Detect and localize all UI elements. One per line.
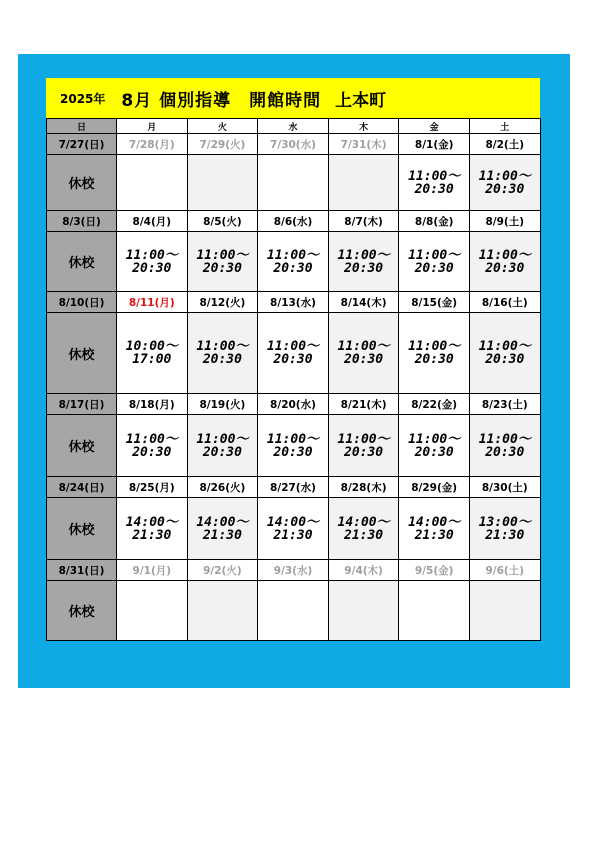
date-cell: 8/3(日): [47, 211, 117, 232]
hours-cell: [328, 581, 399, 641]
hours-cell: [258, 155, 329, 211]
weekday-wed: 水: [258, 119, 329, 134]
hours-cell: 14:00～ 21:30: [187, 498, 258, 560]
closed-label: 休校: [47, 313, 117, 394]
closed-label: 休校: [47, 581, 117, 641]
hours-cell: 11:00～20:30: [328, 155, 399, 211]
hours-cell: 11:00～ 20:30: [117, 232, 188, 292]
hours-cell: [187, 581, 258, 641]
hours-cell: 14:00～ 21:30: [328, 498, 399, 560]
date-cell: 8/28(木): [328, 477, 399, 498]
date-cell: 8/12(火): [187, 292, 258, 313]
hours-cell: 10:00～ 17:00: [117, 313, 188, 394]
closed-label: 休校: [47, 498, 117, 560]
weekday-mon: 月: [117, 119, 188, 134]
date-cell: 8/25(月): [117, 477, 188, 498]
date-cell: 9/6(土): [469, 560, 540, 581]
hours-cell: [258, 581, 329, 641]
hours-row: [47, 581, 541, 641]
date-cell: 8/21(木): [328, 394, 399, 415]
date-cell: 8/15(金): [399, 292, 470, 313]
weekday-header-row: [47, 119, 541, 134]
weekday-thu: 木: [328, 119, 399, 134]
date-cell: 8/27(水): [258, 477, 329, 498]
weekday-sun: 日: [47, 119, 117, 134]
date-cell: 8/10(日): [47, 292, 117, 313]
hours-cell: [117, 155, 188, 211]
hours-cell: 11:00～ 20:30: [187, 232, 258, 292]
hours-cell: 11:00～ 20:30: [258, 232, 329, 292]
hours-cell: 11:00～ 20:30: [469, 313, 540, 394]
date-cell: 8/16(土): [469, 292, 540, 313]
hours-cell: 11:00～ 20:30: [469, 415, 540, 477]
date-cell-holiday: 8/11(月): [117, 292, 188, 313]
date-cell: 8/31(日): [47, 560, 117, 581]
date-row: [47, 477, 541, 498]
hours-cell: 13:00～ 21:30: [469, 498, 540, 560]
date-cell: 7/29(火): [187, 134, 258, 155]
date-cell: 9/2(火): [187, 560, 258, 581]
date-cell: 9/4(木): [328, 560, 399, 581]
date-cell: 8/23(土): [469, 394, 540, 415]
date-cell: 8/5(火): [187, 211, 258, 232]
hours-cell: 11:00～ 20:30: [117, 415, 188, 477]
hours-row: [47, 155, 541, 211]
hours-cell: [117, 581, 188, 641]
date-cell: 9/5(金): [399, 560, 470, 581]
hours-cell: 11:00～ 20:30: [258, 415, 329, 477]
hours-cell: 11:00～ 20:30: [328, 313, 399, 394]
date-cell: 9/1(月): [117, 560, 188, 581]
schedule-table: [46, 118, 541, 641]
weekday-sat: 土: [469, 119, 540, 134]
date-cell: 8/8(金): [399, 211, 470, 232]
date-row: [47, 394, 541, 415]
hours-cell: 14:00～ 21:30: [258, 498, 329, 560]
title-bar: [46, 78, 540, 120]
hours-cell: 11:00～ 20:30: [469, 232, 540, 292]
date-cell: 8/29(金): [399, 477, 470, 498]
date-cell: 8/14(木): [328, 292, 399, 313]
weekday-fri: 金: [399, 119, 470, 134]
hours-cell: 11:00～ 20:30: [399, 155, 470, 211]
hours-cell: 11:00～ 20:30: [187, 415, 258, 477]
weekday-tue: 火: [187, 119, 258, 134]
date-cell: 8/9(土): [469, 211, 540, 232]
closed-label: 休校: [47, 155, 117, 211]
closed-label: 休校: [47, 232, 117, 292]
date-cell: 8/26(火): [187, 477, 258, 498]
date-cell: 8/13(水): [258, 292, 329, 313]
date-cell: 8/7(木): [328, 211, 399, 232]
date-cell: 8/19(火): [187, 394, 258, 415]
hours-cell: 11:00～20:30: [187, 155, 258, 211]
date-cell: 8/2(土): [469, 134, 540, 155]
date-cell: 8/1(金): [399, 134, 470, 155]
date-cell: 8/17(日): [47, 394, 117, 415]
date-cell: 8/4(月): [117, 211, 188, 232]
hours-row: [47, 232, 541, 292]
hours-cell: 14:00～ 21:30: [399, 498, 470, 560]
date-row: [47, 134, 541, 155]
hours-cell: 11:00～ 20:30: [399, 232, 470, 292]
date-cell: 8/18(月): [117, 394, 188, 415]
page-title: 8月 個別指導 開館時間: [121, 90, 322, 111]
hours-cell: 11:00～ 20:30: [469, 155, 540, 211]
date-cell: 7/28(月): [117, 134, 188, 155]
date-cell: 8/20(水): [258, 394, 329, 415]
date-cell: 8/6(水): [258, 211, 329, 232]
date-cell: 8/30(土): [469, 477, 540, 498]
store-name: 上本町: [335, 90, 387, 111]
date-cell: 9/3(水): [258, 560, 329, 581]
date-cell: 8/22(金): [399, 394, 470, 415]
hours-cell: [399, 581, 470, 641]
hours-cell: 11:00～ 20:30: [187, 313, 258, 394]
hours-cell: 11:00～ 20:30: [258, 313, 329, 394]
hours-row: [47, 415, 541, 477]
hours-cell: 14:00～ 21:30: [117, 498, 188, 560]
hours-row: [47, 498, 541, 560]
hours-cell: [469, 581, 540, 641]
title-year: 2025年: [60, 91, 106, 106]
date-row: [47, 560, 541, 581]
hours-row: [47, 313, 541, 394]
date-row: [47, 292, 541, 313]
hours-cell: 11:00～ 20:30: [328, 415, 399, 477]
date-cell: 7/31(木): [328, 134, 399, 155]
closed-label: 休校: [47, 415, 117, 477]
date-cell: 7/27(日): [47, 134, 117, 155]
hours-cell: 11:00～ 20:30: [399, 313, 470, 394]
date-row: [47, 211, 541, 232]
date-cell: 8/24(日): [47, 477, 117, 498]
date-cell: 7/30(水): [258, 134, 329, 155]
hours-cell: 11:00～ 20:30: [328, 232, 399, 292]
hours-cell: 11:00～ 20:30: [399, 415, 470, 477]
